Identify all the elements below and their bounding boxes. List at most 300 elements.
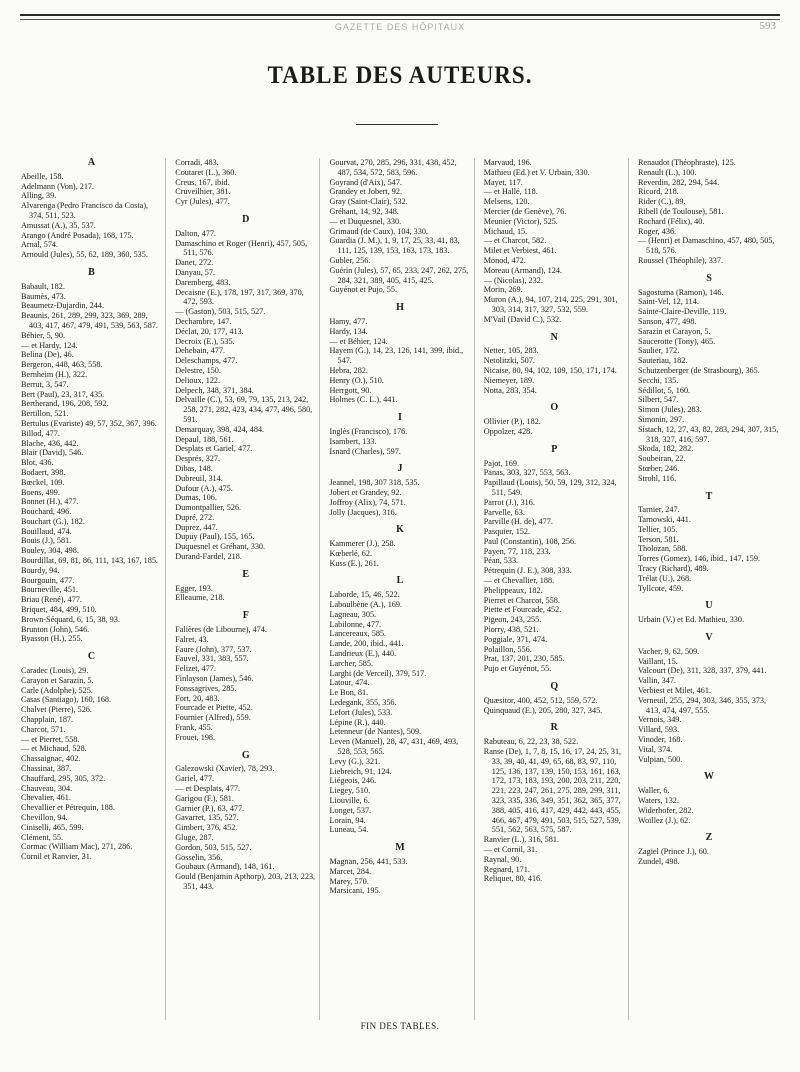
author-entry: Durand-Fardel, 218. — [175, 552, 242, 562]
author-entry: Piorry, 438, 521. — [483, 625, 539, 635]
author-entry: Fauvel, 331, 383, 557. — [175, 654, 249, 664]
author-entry: Levy (G.), 321. — [329, 756, 381, 766]
author-entry: Chauveau, 304. — [21, 783, 73, 793]
author-entry: Raynal, 90. — [483, 854, 522, 864]
letter-heading: P — [551, 443, 558, 455]
author-entry: Goubaux (Armand), 148, 161. — [175, 862, 275, 872]
author-entry: Poggiale, 371, 474. — [483, 634, 548, 644]
author-entry: Kœberlé, 62. — [329, 548, 373, 558]
author-entry: Quæsitor, 400, 452, 512, 559, 572. — [483, 695, 598, 705]
author-entry: Silbert, 547. — [638, 395, 679, 405]
index-column — [484, 158, 629, 1020]
author-entry: — (Gaston), 503, 515, 527. — [175, 307, 266, 317]
letter-heading: O — [550, 402, 559, 414]
author-entry: Melsens, 120. — [483, 197, 530, 207]
letter-heading: N — [550, 331, 558, 343]
author-entry: Blair (David), 546. — [21, 448, 84, 458]
author-entry: Bertherand, 196, 208, 592. — [21, 399, 109, 409]
author-entry: Simon (Jules), 283. — [638, 405, 702, 415]
author-entry: Roger, 436. — [638, 226, 677, 236]
author-entry: Grandey et Jobert, 92. — [329, 187, 403, 197]
author-entry: Laborde, 15, 46, 522. — [329, 590, 400, 600]
author-entry: Vinoder, 168. — [638, 735, 683, 745]
author-entry: Niemeyer, 189. — [483, 375, 535, 385]
author-entry: Berrut, 3, 547. — [21, 379, 69, 389]
author-entry: Beaumetz-Dujardin, 244. — [21, 301, 104, 311]
author-entry: Babault, 182. — [21, 281, 65, 291]
letter-heading: M — [395, 842, 405, 854]
author-entry: Vacher, 9, 62, 509. — [638, 646, 700, 656]
author-entry: Chassinat, 387. — [21, 764, 72, 774]
author-entry: Hebra, 282. — [329, 365, 368, 375]
author-entry: Terson, 581. — [638, 534, 679, 544]
author-entry: Frouet, 198. — [175, 732, 216, 742]
author-entry: Isnard (Charles), 597. — [329, 446, 401, 456]
author-entry: Latour, 474. — [329, 678, 370, 688]
index-column — [175, 158, 320, 1020]
author-entry: Jolly (Jacques), 316. — [329, 507, 397, 517]
author-entry: — et Hallé, 118. — [483, 187, 538, 197]
author-entry: Deleschamps, 477. — [175, 356, 238, 366]
author-entry: Piette et Fourcade, 452. — [483, 605, 562, 615]
author-entry: Tholozan, 588. — [638, 544, 688, 554]
title-rule — [356, 124, 438, 125]
author-entry: Stœber, 246. — [638, 463, 680, 473]
author-entry: Bernheim (H.), 322. — [21, 369, 88, 379]
author-entry: Urbain (V.) et Ed. Mathieu, 330. — [638, 615, 745, 625]
author-entry: Verneuil, 255, 294, 303, 346, 355, 373, 413, 474, 497, 555. — [638, 695, 767, 715]
author-entry: Soubeiran, 22. — [638, 454, 686, 464]
author-entry: Dechambre, 147. — [175, 316, 232, 326]
author-entry: Pigeon, 243, 255. — [483, 615, 542, 625]
author-entry: Leven (Manuel), 28, 47, 431, 469, 493, 528, 553, 565. — [329, 737, 459, 757]
author-entry: Delioux, 122. — [175, 375, 221, 385]
letter-heading: V — [705, 632, 713, 644]
author-entry: Netter, 105, 283. — [483, 346, 539, 356]
author-entry: Beaunis, 261, 289, 299, 323, 369, 289, 403, 417, 467, 479, 491, 539, 563, 587. — [21, 311, 158, 330]
letter-heading: Z — [705, 832, 713, 844]
author-entry: Sistach, 12, 27, 43, 82, 283, 294, 307, 315, 318, 327, 416, 597. — [638, 424, 779, 444]
author-entry: Frank, 455. — [175, 723, 213, 733]
author-entry: Mercier (de Genève), 76. — [483, 206, 567, 216]
letter-heading: A — [87, 157, 96, 168]
author-entry: Parrot (J.), 316. — [483, 497, 535, 507]
author-entry: Larghi (de Verceil), 379, 517. — [329, 668, 427, 678]
author-entry: Waters, 132. — [638, 796, 679, 806]
author-entry: Lépine (R.), 440. — [329, 717, 386, 727]
author-entry: Garigou (F.), 581. — [175, 793, 234, 803]
author-entry: Vallin, 347. — [638, 676, 676, 686]
author-entry: Dehebain, 477. — [175, 346, 226, 356]
author-entry: Strohl, 116. — [638, 473, 677, 483]
author-entry: Béhier, 5, 90. — [21, 330, 66, 340]
author-entry: Elleaume, 218. — [175, 593, 225, 603]
author-entry: Pujo et Guyénot, 55. — [483, 664, 552, 674]
author-entry: Sédillot, 5, 160. — [638, 385, 691, 395]
author-entry: Demarquay, 398, 424, 484. — [175, 424, 265, 434]
author-entry: Bonnet (H.), 477. — [21, 497, 79, 507]
author-entry: Briau (René), 477. — [21, 595, 82, 605]
author-entry: Tyllcote, 459. — [638, 583, 684, 593]
author-entry: Paul (Constantin), 108, 256. — [483, 536, 577, 546]
author-entry: Cornil et Ranvier, 31. — [21, 852, 92, 862]
author-entry: — et Desplats, 477. — [175, 784, 241, 794]
author-entry: Cruveilhier, 381. — [175, 187, 231, 197]
author-entry: Sauteriau, 182. — [638, 356, 688, 366]
letter-heading: D — [242, 213, 250, 225]
author-entry: Magnan, 256, 441, 533. — [329, 857, 408, 866]
author-entry: Laboulbène (A.), 169. — [329, 600, 403, 610]
author-entry: Arango (André Posada), 168, 175. — [21, 230, 134, 240]
author-entry: Pajot, 169. — [483, 458, 520, 468]
author-entry: Falret, 43. — [175, 634, 209, 644]
author-entry: M'Vail (David C.), 532. — [483, 314, 562, 324]
author-entry: Vaillant, 15. — [638, 656, 678, 666]
author-entry: Dalton, 477. — [175, 228, 216, 238]
author-entry: Moreau (Armand), 124. — [483, 265, 562, 275]
author-entry: Ranvier (L.), 316, 581. — [483, 835, 560, 845]
letter-heading: I — [398, 412, 402, 424]
author-entry: Chevillon, 94. — [21, 813, 68, 822]
author-entry: Boens, 499. — [21, 487, 60, 497]
author-entry: Egger, 193. — [175, 583, 213, 593]
author-entry: Regnard, 171. — [483, 864, 530, 874]
author-entry: Parville (H. de), 477. — [483, 517, 553, 527]
author-entry: Zagiel (Prince J.), 60. — [638, 847, 709, 857]
author-entry: Delpech, 348, 371, 384. — [175, 385, 254, 395]
author-entry: Roussel (Théophile), 337. — [638, 255, 724, 265]
author-entry: Luneau, 54. — [329, 825, 369, 835]
author-entry: Casas (Santiago), 160, 168. — [21, 695, 112, 705]
author-entry: Carayon et Sarazin, 5. — [21, 675, 94, 685]
author-entry: — et Pierret, 558. — [21, 734, 80, 744]
author-entry: — et Michaud, 528. — [21, 744, 87, 754]
author-entry: Creus, 167, ibid. — [175, 177, 230, 187]
author-entry: Abeille, 158. — [21, 171, 64, 181]
letter-heading: G — [241, 749, 250, 761]
author-entry: Schutzenberger (de Strasbourg), 365. — [638, 365, 760, 375]
author-entry: Falières (de Libourne), 474. — [175, 625, 267, 635]
author-index-columns — [21, 158, 783, 1020]
author-entry: Rabuteau, 6, 22, 23, 38, 522. — [483, 737, 579, 747]
letter-heading: E — [242, 568, 250, 580]
author-entry: Grimaud (de Caux), 104, 330. — [329, 226, 428, 236]
author-entry: Ledegank, 355, 356. — [329, 698, 397, 708]
author-entry: Damaschino et Roger (Henri), 457, 505, 511, 576. — [175, 238, 308, 258]
author-entry: Milet et Verbiest, 461. — [483, 246, 557, 256]
author-entry: Dibas, 148. — [175, 463, 213, 473]
author-entry: Marsicani, 195. — [329, 886, 381, 896]
author-entry: Chauffard, 295, 305, 372. — [21, 773, 106, 783]
author-entry: Rochard (Félix), 40. — [638, 216, 705, 226]
author-entry: Belina (De), 46. — [21, 350, 74, 360]
author-entry: Lorain, 94. — [329, 815, 366, 825]
author-entry: Delestre, 150. — [175, 365, 221, 375]
author-entry: Fonssagrives, 285. — [175, 683, 237, 693]
author-entry: Brown-Séquard, 6, 15, 38, 93. — [21, 614, 120, 624]
author-entry: Gavarret, 135, 527. — [175, 813, 239, 823]
author-entry: Bouchart (G.), 182. — [21, 516, 85, 526]
author-entry: Tellier, 105. — [638, 524, 678, 534]
author-entry: Dubreuil, 314. — [175, 473, 223, 483]
author-entry: Bouley, 304, 498. — [21, 546, 79, 556]
author-entry: Dupré, 272. — [175, 512, 215, 522]
letter-heading: C — [87, 651, 96, 663]
author-entry: Cyr (Jules), 477. — [175, 197, 230, 207]
author-entry: Desplats et Gariel, 477. — [175, 444, 253, 454]
author-entry: Depaul, 188, 561. — [175, 434, 234, 444]
author-entry: Chevallier et Pétrequin, 188. — [21, 803, 115, 813]
author-entry: Danyau, 57. — [175, 267, 216, 277]
author-entry: Dufour (A.), 475. — [175, 483, 233, 493]
author-entry: Michaud, 15. — [483, 226, 528, 236]
author-entry: Duquesnel et Gréhant, 330. — [175, 542, 266, 552]
author-entry: Guyénot et Pujo, 55. — [329, 285, 398, 295]
author-entry: Pasquier, 152. — [483, 527, 531, 537]
author-entry: Blache, 436, 442. — [21, 438, 79, 448]
author-entry: Quinquaud (E.), 205, 280, 327, 345. — [483, 705, 603, 715]
author-entry: Fort, 20, 483. — [175, 693, 220, 703]
author-entry: Chassaignac, 402. — [21, 754, 81, 764]
author-entry: Saucerotte (Tony), 465. — [638, 336, 716, 346]
author-entry: Lande, 200, ibid., 441. — [329, 639, 404, 649]
author-entry: Briquet, 484, 499, 510. — [21, 605, 97, 615]
author-entry: Liégeois, 246. — [329, 776, 377, 786]
author-entry: Decroix (E.), 535. — [175, 336, 235, 346]
author-entry: Corradi, 483. — [175, 158, 219, 167]
author-entry: — et Cornil, 31. — [483, 845, 538, 854]
author-entry: Polaillon, 556. — [483, 644, 532, 654]
author-entry: Delvaille (C.), 53, 69, 79, 135, 213, 242, 258, 271, 282, 423, 434, 477, 496, 580, 591. — [175, 395, 313, 424]
author-entry: Gosselin, 356. — [175, 852, 223, 862]
author-entry: Carle (Adolphe), 525. — [21, 685, 93, 695]
author-entry: Liegey, 510. — [329, 786, 371, 796]
author-entry: Clément, 55. — [21, 832, 64, 842]
author-entry: Meunier (Victor), 525. — [483, 216, 558, 226]
letter-heading: B — [88, 266, 95, 278]
author-entry: Waller, 6. — [638, 786, 670, 796]
author-entry: Guérin (Jules), 57, 65, 233, 247, 262, 275, 284, 321, 389, 405, 415, 425. — [329, 265, 469, 285]
author-entry: Chalvet (Pierre), 526. — [21, 705, 92, 715]
author-entry: Cormac (William Mac), 271, 286. — [21, 842, 133, 852]
page-number: 593 — [759, 20, 776, 32]
author-entry: Gould (Benjamin Apthorp), 203, 213, 223, 351, 443. — [175, 872, 316, 891]
author-entry: Chevalier, 461. — [21, 793, 71, 803]
author-entry: Sanson, 477, 498. — [638, 316, 697, 326]
author-entry: Danet, 272. — [175, 258, 214, 268]
author-entry: Faure (John), 377, 537. — [175, 644, 252, 654]
author-entry: Ollivier (P.), 182. — [483, 417, 541, 427]
letter-heading: U — [705, 600, 713, 612]
author-entry: Bodaert, 398. — [21, 467, 66, 477]
author-entry: Bertulus (Evariste) 49, 57, 352, 367, 396. — [21, 418, 157, 428]
author-entry: Liebreich, 91, 124. — [329, 766, 392, 776]
author-entry: Duprez, 447. — [175, 522, 218, 532]
author-entry: Baumès, 473. — [21, 291, 66, 301]
author-entry: Lagneau, 305. — [329, 609, 377, 619]
author-entry: Gubler, 256. — [329, 255, 371, 265]
letter-heading: W — [704, 771, 714, 783]
author-entry: — et Chevallier, 188. — [483, 576, 555, 586]
author-entry: Galezowski (Xavier), 78, 293. — [175, 764, 275, 774]
author-entry: Gimbert, 376, 452. — [175, 823, 238, 833]
author-entry: Goyrand (d'Aix), 547. — [329, 177, 402, 187]
author-entry: Caradec (Louis), 29. — [21, 666, 89, 676]
author-entry: Landrieux (E.), 440. — [329, 649, 397, 659]
author-entry: Vulpian, 500. — [638, 754, 683, 764]
author-entry: Bertillon, 521. — [21, 409, 69, 419]
top-rule-thin — [20, 19, 780, 20]
author-entry: — et Béhier, 124. — [329, 336, 388, 346]
author-entry: Pierret et Charcot, 558. — [483, 595, 560, 605]
author-entry: Renaudot (Théophraste), 125. — [638, 158, 736, 167]
author-entry: Arnould (Jules), 55, 62, 189, 360, 535. — [21, 250, 148, 260]
author-entry: Tarnier, 247. — [638, 505, 680, 515]
top-rule — [20, 14, 780, 16]
author-entry: Marvaud, 196. — [483, 158, 532, 167]
author-entry: Gray (Saint-Clair), 532. — [329, 197, 408, 207]
author-entry: Bœckel, 109. — [21, 477, 65, 487]
author-entry: Charcot, 571. — [21, 724, 66, 734]
author-entry: Daremberg, 483. — [175, 277, 231, 287]
author-entry: Monod, 472. — [483, 255, 526, 265]
letter-heading: H — [396, 302, 404, 314]
author-entry: Finlayson (James), 546. — [175, 674, 254, 684]
author-entry: Trélat (U.), 268. — [638, 573, 692, 583]
author-entry: Valcourt (De), 311, 328, 337, 379, 441. — [638, 666, 767, 676]
letter-heading: T — [705, 490, 713, 502]
author-entry: Dumontpallier, 526. — [175, 503, 242, 513]
author-entry: Amussat (A.), 35, 537. — [21, 220, 96, 230]
author-entry: Torres (Gomez), 146, ibid., 147, 159. — [638, 554, 760, 564]
letter-heading: Q — [550, 681, 559, 693]
letter-heading: S — [706, 272, 712, 284]
author-entry: Labilonne, 477. — [329, 619, 382, 629]
author-entry: Netolitzki, 507. — [483, 356, 535, 366]
author-entry: — et Hardy, 124. — [21, 340, 78, 350]
author-entry: Byasson (H.), 255. — [21, 634, 83, 644]
author-entry: — et Charcot, 582. — [483, 236, 547, 246]
letter-heading: F — [242, 610, 249, 622]
author-entry: Inglès (Francisco), 176. — [329, 426, 408, 436]
author-entry: Kammerer (J.), 258. — [329, 539, 396, 549]
author-entry: Billod, 477. — [21, 428, 60, 438]
author-entry: Gariel, 477. — [175, 774, 215, 784]
end-of-tables: FIN DES TABLES. — [360, 1021, 440, 1031]
author-entry: Marcet, 284. — [329, 866, 372, 876]
author-entry: Villard, 593. — [638, 725, 680, 735]
author-entry: Gluge, 287. — [175, 833, 214, 842]
author-entry: Hardy, 134. — [329, 326, 368, 336]
author-entry: Pétrequin (J. E.), 308, 333. — [483, 566, 572, 576]
author-entry: Hayem (G.), 14, 23, 126, 141, 399, ibid., 547. — [329, 346, 464, 366]
author-entry: Garnier (P.), 63, 477. — [175, 803, 245, 813]
author-entry: Verbiest et Milet, 461. — [638, 686, 711, 696]
author-entry: Liouville, 6. — [329, 796, 370, 806]
index-column — [330, 158, 475, 1020]
author-entry: Dupuy (Paul), 155, 165. — [175, 532, 255, 542]
author-entry: Papillaud (Louis), 50, 59, 129, 312, 324, 511, 549. — [483, 478, 617, 497]
author-entry: Bergeron, 448, 463, 558. — [21, 360, 103, 370]
author-entry: Jobert et Grandey, 92. — [329, 487, 402, 497]
letter-heading: L — [396, 575, 404, 587]
author-entry: Oppolzer, 428. — [483, 426, 533, 436]
running-head: GAZETTE DES HÔPITAUX — [334, 22, 466, 32]
author-entry: Després, 327. — [175, 454, 221, 464]
author-entry: Isambert, 133. — [329, 436, 377, 446]
author-entry: Letenneur (de Nantes), 509. — [329, 727, 422, 737]
author-entry: Sarazin et Carayon, 5. — [638, 326, 711, 336]
author-entry: Bourdy, 94. — [21, 565, 60, 575]
author-entry: Ciniselli, 465, 599. — [21, 822, 84, 832]
author-entry: Vital, 374. — [638, 744, 673, 754]
page-title: TABLE DES AUTEURS. — [267, 60, 533, 89]
author-entry: Herrgott, 90. — [329, 385, 372, 395]
author-entry: Bourneville, 451. — [21, 585, 79, 595]
author-entry: Fourcade et Piette, 452. — [175, 703, 253, 713]
letter-heading: R — [550, 722, 558, 734]
author-entry: Mathieu (Ed.) et V. Urbain, 330. — [483, 167, 590, 177]
author-entry: Brunton (John), 546. — [21, 624, 90, 634]
author-entry: Sainte-Claire-Deville, 119. — [638, 307, 727, 317]
author-entry: Nicaise, 80, 94, 102, 109, 150, 171, 174. — [483, 365, 617, 375]
author-entry: Déclat, 20, 177, 413. — [175, 326, 244, 336]
author-entry: Bourdillat, 69, 81, 86, 111, 143, 167, 185. — [21, 556, 158, 566]
author-entry: Kuss (E.), 261. — [329, 558, 379, 568]
author-entry: Tracy (Richard), 489. — [638, 564, 709, 574]
author-entry: Felizet, 477. — [175, 664, 216, 674]
author-entry: Notta, 283, 354. — [483, 385, 537, 395]
letter-heading: J — [397, 463, 403, 475]
author-entry: Guardia (J. M.), 1, 9, 17, 25, 33, 41, 83, 111, 125, 139, 153, 163, 173, 183. — [329, 236, 460, 256]
author-entry: Arnal, 574. — [21, 240, 59, 250]
author-entry: Alling, 39. — [21, 191, 57, 201]
author-entry: Panas, 303, 327, 553, 563. — [483, 468, 571, 478]
author-entry: — (Henri) et Damaschino, 457, 480, 505, 518, 576. — [638, 236, 775, 256]
index-column — [638, 158, 783, 1020]
author-entry: Gordon, 503, 515, 527. — [175, 842, 252, 852]
author-entry: Larcher, 585. — [329, 658, 374, 668]
letter-heading: K — [396, 524, 404, 536]
author-entry: Phelippeaux, 182. — [483, 585, 543, 595]
author-entry: Joffroy (Alix), 74, 571. — [329, 497, 406, 507]
author-entry: Decaisne (E.), 178, 197, 317, 369, 370, 472, 593. — [175, 287, 304, 307]
author-entry: Renault (L.), 100. — [638, 167, 697, 177]
author-entry: Coutaret (L.), 360. — [175, 167, 237, 177]
index-column — [21, 158, 166, 1020]
author-entry: Ranse (De), 1, 7, 8, 15, 16, 17, 24, 25, 31, 33, 39, 40, 41, 49, 65, 68, 83, 97, 110, 125, 136, 137, 139, 150, 153, 161, 163, 172, 173, 183, 193, 200, 203, 211, 220, 221, 223, 247, 261, 275, 289, 299, 311, 323, 335, 336, 349, 351, 362, 365, 377, 388, 405, 416, 417, 429, 442, 443, 455, 466, 467, 479, 491, 503, 515, 527, 539, 551, 562, 563, 575, 587. — [483, 747, 622, 835]
author-entry: Ribell (de Toulouse), 581. — [638, 206, 724, 216]
author-entry: Bourgouin, 477. — [21, 575, 75, 585]
author-entry: Muron (A.), 94, 107, 214, 225, 291, 301, 303, 314, 317, 327, 532, 559. — [483, 295, 618, 314]
author-entry: Bouchard, 496. — [21, 507, 72, 517]
author-entry: Fournier (Alfred), 559. — [175, 713, 251, 723]
author-entry: Holmes (C. L.), 441. — [329, 395, 398, 405]
author-entry: Payen, 77, 118, 233. — [483, 546, 551, 556]
author-entry: Saint-Vel, 12, 114. — [638, 297, 699, 307]
author-entry: Jeannel, 198, 307 318, 535. — [329, 478, 420, 488]
author-entry: Tarnowski, 441. — [638, 515, 691, 525]
author-entry: Le Bon, 81. — [329, 688, 369, 698]
author-entry: Sagostuma (Ramon), 146. — [638, 287, 724, 297]
author-entry: Ricord, 218. — [638, 187, 679, 197]
author-entry: Prat, 137, 201, 230, 585. — [483, 654, 565, 664]
author-entry: Mayet, 117. — [483, 177, 523, 187]
author-entry: Reliquet, 80, 416. — [483, 874, 543, 884]
author-entry: Chapplain, 187. — [21, 715, 74, 725]
author-entry: Reverdin, 282, 294, 544. — [638, 177, 720, 187]
author-entry: Longet, 537. — [329, 805, 372, 815]
